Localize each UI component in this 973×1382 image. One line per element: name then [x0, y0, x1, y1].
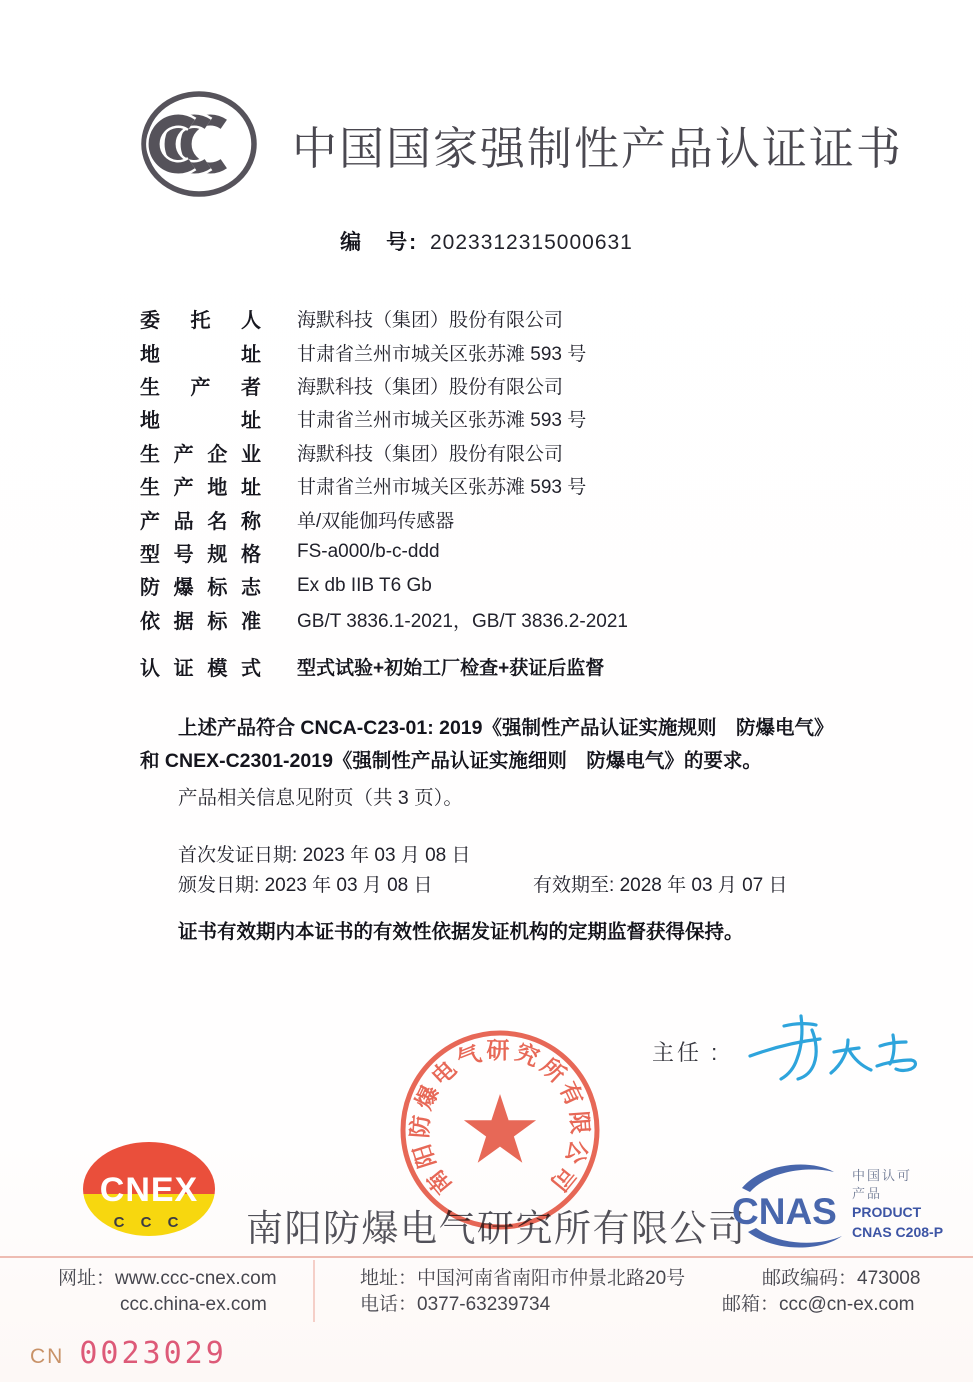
field-value: 型式试验+初始工厂检查+获证后监督: [297, 658, 605, 680]
field-value: 甘肃省兰州市城关区张苏滩 593 号: [297, 410, 587, 432]
field-label: 认证模式: [140, 658, 261, 681]
ccc-mark-icon: [138, 90, 260, 198]
valid-until-label: 有效期至:: [533, 875, 615, 896]
field-row-factory: [140, 436, 900, 469]
stamp-text: 南阳防爆电气研究所有限公司: [406, 1036, 594, 1200]
field-row-ex-marking: [140, 569, 900, 602]
field-row-address-1: [140, 335, 900, 368]
postal-label: 邮政编码：: [762, 1268, 858, 1289]
field-row-factory-address: [140, 469, 900, 502]
footer-email-line: [722, 1292, 920, 1318]
certificate-title: 中国国家强制性产品认证证书: [292, 123, 904, 174]
field-label: 地址: [140, 410, 261, 433]
field-row-standards: [140, 603, 900, 636]
issue-date: [178, 870, 433, 897]
footer-website-line2: [58, 1292, 277, 1318]
valid-until-value: 2028 年 03 月 07 日: [619, 875, 788, 896]
validity-maintenance-note: 证书有效期内本证书的有效性依据发证机构的定期监督获得保持。: [178, 921, 744, 943]
field-label: 产品名称: [140, 510, 261, 533]
field-row-applicant: [140, 302, 900, 335]
cnex-logo-subtext: C C C: [113, 1214, 185, 1231]
address-label: 地址：: [360, 1268, 418, 1289]
field-row-model: [140, 536, 900, 569]
first-issue-date: [178, 840, 471, 867]
certificate-number-line: [0, 226, 973, 256]
cnex-logo: [80, 1140, 218, 1238]
cnas-top-swoosh-icon: [742, 1165, 834, 1192]
footer-address-line: [360, 1266, 685, 1292]
field-label: 生产企业: [140, 443, 261, 466]
field-row-address-2: [140, 402, 900, 435]
stamp-star-icon: [464, 1094, 536, 1163]
footer-address-block: [360, 1266, 685, 1318]
field-label: 依据标准: [140, 610, 261, 633]
field-value: GB/T 3836.1-2021，GB/T 3836.2-2021: [297, 610, 628, 632]
valid-until-date: [533, 870, 788, 897]
phone-label: 电话：: [360, 1294, 418, 1315]
field-row-producer: [140, 369, 900, 402]
cnex-logo-text: CNEX: [99, 1171, 199, 1209]
attachment-note: 产品相关信息见附页（共 3 页）。: [178, 787, 463, 809]
serial-prefix: CN: [30, 1345, 65, 1368]
email-value: ccc@cn-ex.com: [779, 1294, 915, 1315]
footer-website-line1: [58, 1266, 277, 1292]
field-value: 甘肃省兰州市城关区张苏滩 593 号: [297, 343, 587, 365]
field-value: 海默科技（集团）股份有限公司: [297, 376, 564, 398]
cnas-cn-line2: 产品: [852, 1186, 883, 1201]
cnas-code-line: CNAS C208-P: [852, 1224, 944, 1240]
website-url-2: ccc.china-ex.com: [120, 1294, 267, 1315]
certificate-number-label: 编 号:: [340, 231, 419, 254]
director-label: 主任 :: [652, 1040, 721, 1065]
field-value: 甘肃省兰州市城关区张苏滩 593 号: [297, 477, 587, 499]
field-label: 生产者: [140, 376, 261, 399]
field-value: 海默科技（集团）股份有限公司: [297, 310, 564, 332]
field-value: FS-a000/b-c-ddd: [297, 541, 440, 563]
first-issue-date-value: 2023 年 03 月 08 日: [302, 845, 471, 866]
footer-postal-line: [722, 1266, 920, 1292]
field-label: 防爆标志: [140, 577, 261, 600]
footer-phone-line: [360, 1292, 685, 1318]
postal-value: 473008: [857, 1268, 921, 1289]
cnas-product-line: PRODUCT: [852, 1204, 922, 1220]
field-value: Ex db IIB T6 Gb: [297, 574, 432, 596]
company-stamp: [395, 1025, 605, 1235]
email-label: 邮箱：: [722, 1294, 780, 1315]
cnas-cn-line1: 中国认可: [852, 1168, 913, 1183]
footer-postal-block: [722, 1266, 920, 1318]
field-label: 型号规格: [140, 543, 261, 566]
serial-digits: 0023029: [79, 1336, 227, 1371]
issue-date-label: 颁发日期:: [178, 875, 260, 896]
field-label: 地址: [140, 343, 261, 366]
website-url-1: www.ccc-cnex.com: [115, 1268, 277, 1289]
phone-value: 0377-63239734: [417, 1294, 551, 1315]
first-issue-date-label: 首次发证日期:: [178, 845, 298, 866]
director-signature: [746, 1010, 921, 1090]
compliance-statement-line1: 上述产品符合 CNCA-C23-01: 2019《强制性产品认证实施规则 防爆电气》: [178, 717, 834, 739]
field-label: 委托人: [140, 310, 261, 333]
footer-vertical-divider: [313, 1260, 315, 1322]
issuer-name: 南阳防爆电气研究所有限公司: [246, 1208, 747, 1249]
website-label: 网址：: [58, 1268, 116, 1289]
field-value: 海默科技（集团）股份有限公司: [297, 443, 564, 465]
field-value: 单/双能伽玛传感器: [297, 510, 455, 532]
field-label: 生产地址: [140, 477, 261, 500]
field-row-product-name: [140, 502, 900, 535]
certificate-fields: [140, 302, 900, 636]
certificate-number-value: 2023312315000631: [429, 231, 633, 254]
footer-website-block: [58, 1266, 277, 1318]
compliance-statement-line2: 和 CNEX-C2301-2019《强制性产品认证实施细则 防爆电气》的要求。: [140, 750, 762, 772]
cnas-logo-text: CNAS: [732, 1191, 837, 1232]
field-row-certification-mode: [140, 650, 900, 683]
cnas-logo: [728, 1158, 966, 1250]
serial-number: [30, 1336, 227, 1371]
address-value: 中国河南省南阳市仲景北路20号: [417, 1268, 686, 1289]
issue-date-value: 2023 年 03 月 08 日: [264, 875, 433, 896]
footer-divider-line: [0, 1256, 973, 1258]
